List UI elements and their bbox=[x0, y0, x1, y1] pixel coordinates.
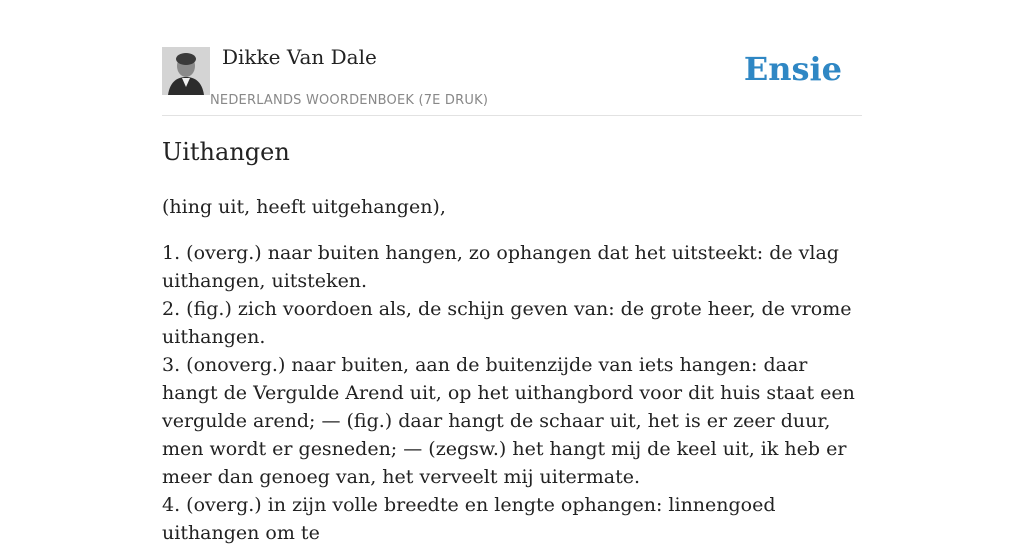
author-avatar[interactable] bbox=[162, 47, 210, 95]
source-label[interactable]: NEDERLANDS WOORDENBOEK (7E DRUK) bbox=[210, 93, 489, 108]
definition-item: 3. (onoverg.) naar buiten, aan de buitenzijde van iets hangen: daar hangt de Vergulde Arend uit, op het uithangbord voor dit huis staat een vergulde arend; — (fig.) daar hangt de schaar uit, het is er zeer duur, men wordt er gesneden; — (zegsw.) het hangt mij de keel uit, ik heb er meer dan genoeg van, het verveelt mij uitermate. bbox=[162, 354, 855, 488]
entry-title: Uithangen bbox=[162, 138, 290, 166]
portrait-image bbox=[162, 47, 210, 95]
definition-item: 2. (fig.) zich voordoen als, de schijn geven van: de grote heer, de vrome uithangen. bbox=[162, 298, 852, 348]
entry-grammar: (hing uit, heeft uitgehangen), bbox=[162, 196, 446, 218]
entry-definitions bbox=[162, 239, 862, 547]
page bbox=[162, 0, 862, 544]
header bbox=[162, 40, 862, 116]
definition-item: 1. (overg.) naar buiten hangen, zo ophangen dat het uitsteekt: de vlag uithangen, uitsteken. bbox=[162, 242, 839, 292]
definition-item: 4. (overg.) in zijn volle breedte en lengte ophangen: linnengoed uithangen om te bbox=[162, 494, 776, 544]
brand-logo[interactable]: Ensie bbox=[743, 50, 842, 88]
author-name[interactable]: Dikke Van Dale bbox=[222, 45, 377, 69]
